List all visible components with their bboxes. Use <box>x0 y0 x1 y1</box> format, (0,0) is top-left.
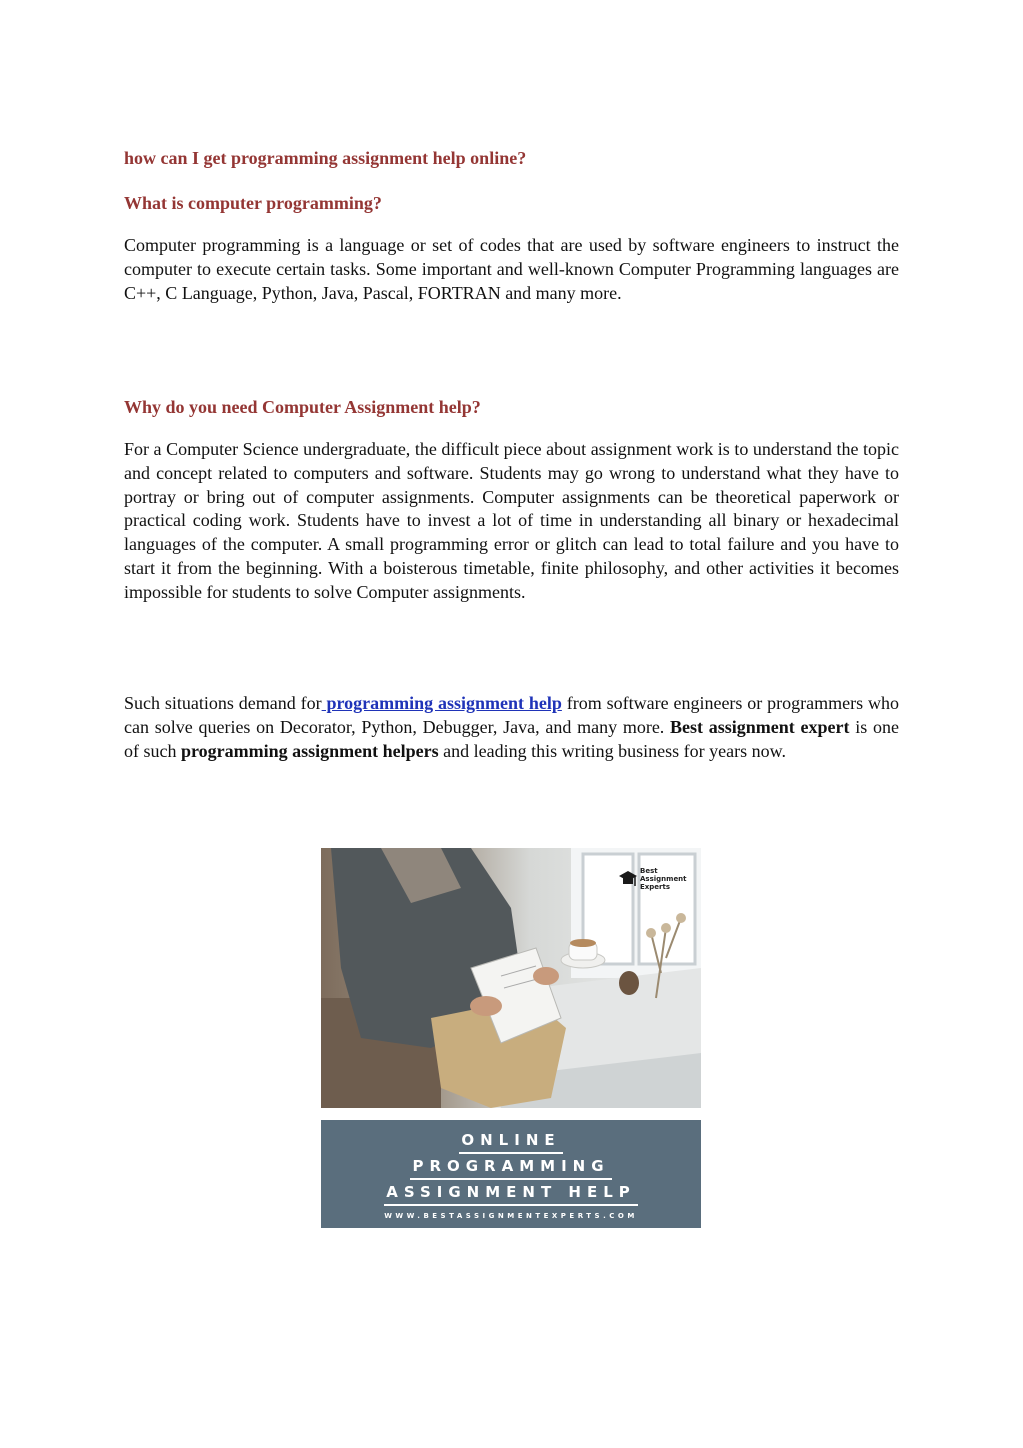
bold-text: programming assignment helpers <box>181 740 439 761</box>
main-heading: how can I get programming assignment help online? <box>124 148 527 168</box>
text-run: and leading this writing business for years now. <box>438 740 786 761</box>
text-run: Such situations demand for <box>124 693 322 713</box>
section-paragraph <box>124 692 899 763</box>
text-run: from software engineers or programmers who can solve queries on Decorator, Python, Debugger, Java, and many more. <box>124 693 899 737</box>
text-run: is one of such <box>124 716 899 761</box>
main-heading-block <box>124 147 899 169</box>
section-why-assignment-help <box>124 396 899 605</box>
section-heading: Why do you need Computer Assignment help? <box>124 397 481 417</box>
programming-assignment-help-link[interactable]: programming assignment help <box>321 693 562 713</box>
graduation-cap-icon <box>619 868 637 890</box>
promo-banner <box>321 1120 701 1228</box>
bold-text: Best assignment expert <box>670 716 850 737</box>
section-heading: What is computer programming? <box>124 193 382 213</box>
section-computer-programming <box>124 192 899 305</box>
brand-logo-text: Best Assignment Experts <box>640 867 687 891</box>
section-paragraph: For a Computer Science undergraduate, the difficult piece about assignment work is to understand the topic and concept related to computers and software. Students may go wrong to understand what they have to portray or bring out of computer assignments. Computer assignments can be theoretical paperwork or practical coding work. Students have to invest a lot of time in understanding all binary or hexadecimal languages of the computer. A small programming error or glitch can lead to total failure and you have to start it from the beginning. With a boisterous timetable, finite philosophy, and other activities it becomes impossible for students to solve Computer assignments. <box>124 439 899 602</box>
student-writing-photo <box>321 848 701 1108</box>
banner-url: WWW.BESTASSIGNMENTEXPERTS.COM <box>384 1212 638 1220</box>
banner-line-2: PROGRAMMING <box>410 1154 611 1180</box>
brand-logo <box>619 860 697 898</box>
promo-image <box>321 848 701 1228</box>
banner-line-1: ONLINE <box>459 1128 562 1154</box>
banner-line-3: ASSIGNMENT HELP <box>384 1180 638 1206</box>
section-paragraph: Computer programming is a language or set of codes that are used by software engineers to instruct the computer to execute certain tasks. Some important and well-known Computer Programming languages are C++, C Language, Python, Java, Pascal, FORTRAN and many more. <box>124 235 899 303</box>
section-demand <box>124 692 899 763</box>
